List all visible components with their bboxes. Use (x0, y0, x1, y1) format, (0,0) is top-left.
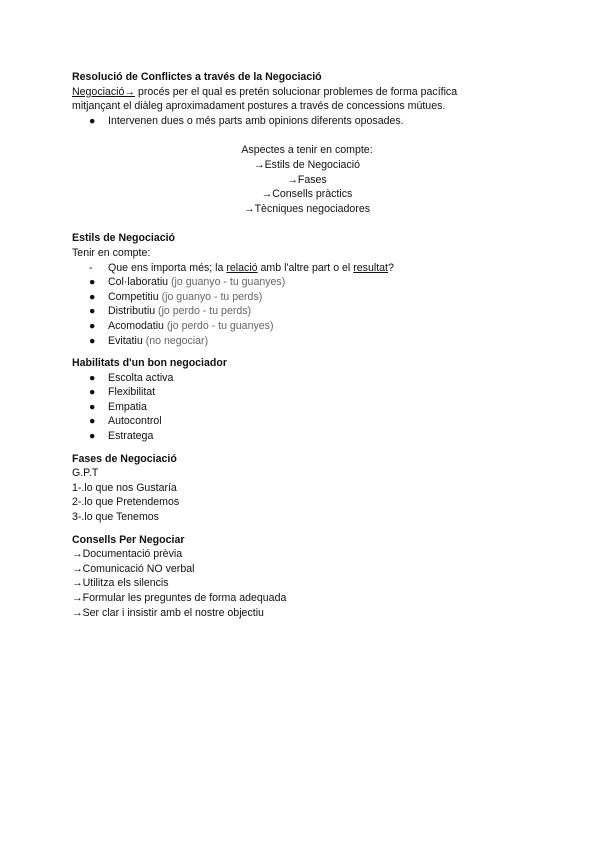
estils-item (72, 275, 542, 290)
question-text: amb l'altre part o el (257, 261, 354, 274)
habilitats-heading: Habilitats d'un bon negociador (72, 357, 227, 370)
document-title: Resolució de Conflictes a través de la Negociació (72, 71, 322, 83)
aspects-item: →Consells pràctics (261, 188, 353, 201)
estils-item (72, 304, 542, 319)
habilitat-text: Autocontrol (108, 415, 162, 428)
document-page (72, 70, 542, 620)
estil-name: Evitatiu (108, 334, 143, 347)
habilitat-text: Estratega (108, 430, 154, 443)
consell-line: →Comunicació NO verbal (72, 562, 195, 575)
estils-item (72, 334, 542, 349)
bullet-icon: ● (89, 371, 96, 384)
estil-note: (no negociar) (142, 334, 209, 347)
intro-bullet (72, 114, 542, 129)
dash-marker: - (89, 261, 93, 274)
bullet-icon: ● (89, 305, 96, 318)
estils-item (72, 319, 542, 334)
bullet-icon: ● (89, 334, 96, 347)
fases-line: 1-.lo que nos Gustaría (72, 481, 177, 494)
estil-note: (jo guanyo - tu guanyes) (168, 276, 286, 289)
estil-name: Acomodatiu (108, 319, 164, 332)
estils-item (72, 290, 542, 305)
bullet-icon: ● (89, 114, 96, 127)
question-resultat: resultat (353, 261, 388, 274)
habilitat-item (72, 400, 542, 415)
estil-note: (jo perdo - tu perds) (155, 305, 252, 318)
estil-name: Col·laboratiu (108, 276, 169, 289)
bullet-icon: ● (89, 319, 96, 332)
question-text: Que ens importa més; la (108, 261, 227, 274)
habilitat-text: Empatia (108, 400, 147, 413)
habilitat-item (72, 371, 542, 386)
consells-heading: Consells Per Negociar (72, 533, 185, 546)
habilitat-item (72, 414, 542, 429)
consell-line: →Ser clar i insistir amb el nostre objectiu (72, 606, 264, 619)
bullet-icon: ● (89, 430, 96, 443)
consell-line: →Formular les preguntes de forma adequada (72, 592, 287, 604)
bullet-icon: ● (89, 276, 96, 289)
aspects-item: →Estils de Negociació (254, 158, 360, 171)
estils-heading: Estils de Negociació (72, 232, 176, 245)
intro-term: Negociació→ (72, 85, 136, 98)
bullet-icon: ● (89, 400, 96, 413)
question-text: ? (387, 261, 394, 274)
aspects-heading: Aspectes a tenir en compte: (241, 144, 373, 157)
habilitat-item (72, 429, 542, 444)
estils-sub: Tenir en compte: (72, 246, 151, 259)
intro-line-1 (72, 85, 542, 100)
estil-note: (jo guanyo - tu perds) (158, 290, 263, 303)
fases-line: 2-.lo que Pretendemos (72, 496, 180, 509)
bullet-icon: ● (89, 386, 96, 399)
intro-line-2: mitjançant el diàleg aproximadament postures a través de concessions mútues. (72, 100, 446, 113)
fases-heading: Fases de Negociació (72, 452, 177, 465)
estil-note: (jo perdo - tu guanyes) (163, 319, 274, 332)
fases-line: 3-.lo que Tenemos (72, 511, 159, 524)
intro-rest: procés per el qual es pretén solucionar problemes de forma pacífica (135, 85, 458, 98)
consell-line: →Utilitza els silencis (72, 577, 169, 590)
aspects-item: →Tècniques negociadores (243, 202, 371, 215)
habilitat-text: Escolta activa (108, 371, 174, 384)
bullet-icon: ● (89, 290, 96, 303)
consell-line: →Documentació prèvia (72, 548, 183, 561)
estil-name: Distributiu (108, 305, 156, 318)
estils-question (72, 261, 542, 276)
aspects-item: →Fases (287, 173, 327, 186)
fases-line: G.P.T (72, 467, 99, 480)
bullet-icon: ● (89, 415, 96, 428)
question-relacio: relació (226, 261, 258, 274)
estil-name: Competitiu (108, 290, 159, 303)
intro-bullet-text: Intervenen dues o més parts amb opinions diferents oposades. (108, 114, 404, 127)
habilitat-text: Flexibilitat (108, 386, 156, 399)
habilitat-item (72, 385, 542, 400)
